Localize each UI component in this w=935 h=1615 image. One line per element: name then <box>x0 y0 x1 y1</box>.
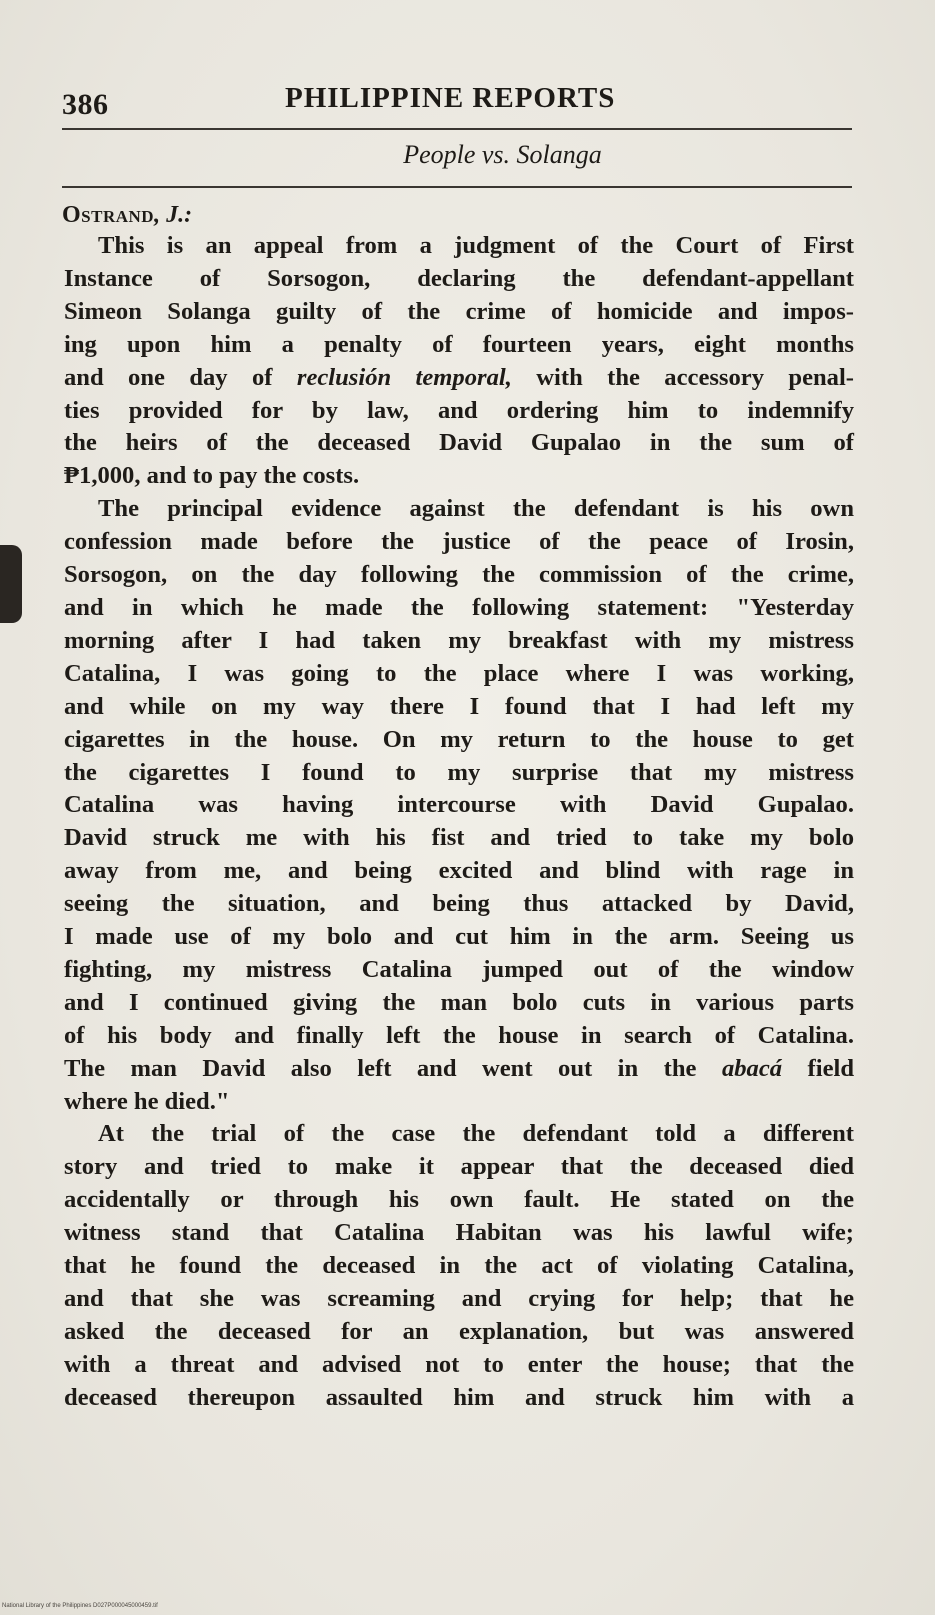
paragraph-1 <box>64 230 854 493</box>
text-line-mixed <box>64 362 854 395</box>
text-line: ₱1,000, and to pay the costs. <box>64 462 360 490</box>
scan-credit: National Library of the Philippines D027P000045000459.tif <box>2 1603 158 1609</box>
text-run: with the accessory penal- <box>511 363 854 391</box>
text-line: of his body and finally left the house in search of Catalina. <box>64 1021 854 1049</box>
text-line-mixed <box>64 1053 854 1086</box>
text-line: witness stand that Catalina Habitan was his lawful wife; <box>64 1219 854 1247</box>
text-run: The man David also left and went out in the <box>64 1054 722 1082</box>
text-line: deceased thereupon assaulted him and struck him with a <box>64 1383 854 1411</box>
text-line: The principal evidence against the defendant is his own <box>98 495 854 523</box>
text-line: fighting, my mistress Catalina jumped out of the window <box>64 955 854 983</box>
case-title: People vs. Solanga <box>403 140 602 169</box>
text-line: that he found the deceased in the act of violating Catalina, <box>64 1252 854 1280</box>
foreign-term: abacá <box>721 1054 783 1082</box>
text-line: This is an appeal from a judgment of the Court of First <box>98 232 854 259</box>
author-name: Ostrand <box>62 202 155 228</box>
text-line: ing upon him a penalty of fourteen years, eight months <box>64 330 854 358</box>
text-line: ties provided for by law, and ordering him to indemnify <box>64 396 854 424</box>
author-title: , J.: <box>154 202 193 228</box>
text-line: confession made before the justice of the peace of Irosin, <box>64 528 854 556</box>
text-line: away from me, and being excited and blind with rage in <box>64 857 854 885</box>
text-line: accidentally or through his own fault. He stated on the <box>64 1186 854 1214</box>
text-line: seeing the situation, and being thus attacked by David, <box>64 890 854 918</box>
text-run: field <box>782 1054 854 1082</box>
text-line: asked the deceased for an explanation, but was answered <box>64 1317 854 1345</box>
scan-thumb-shadow <box>0 545 22 623</box>
text-line: and I continued giving the man bolo cuts in various parts <box>64 988 854 1016</box>
text-line: and that she was screaming and crying for help; that he <box>64 1285 854 1312</box>
text-line: Sorsogon, on the day following the commission of the crime, <box>64 561 854 589</box>
text-line: At the trial of the case the defendant told a different <box>98 1120 854 1148</box>
text-line: I made use of my bolo and cut him in the arm. Seeing us <box>64 923 854 951</box>
text-line: morning after I had taken my breakfast with my mistress <box>64 626 854 654</box>
text-line: David struck me with his fist and tried to take my bolo <box>64 824 854 852</box>
text-line: and while on my way there I found that I had left my <box>64 692 854 720</box>
text-line: and in which he made the following statement: "Yesterday <box>64 593 854 621</box>
page-number: 386 <box>62 88 109 121</box>
text-line: Simeon Solanga guilty of the crime of homicide and impos- <box>64 297 854 325</box>
text-run: and one day of <box>64 363 297 391</box>
opinion-author <box>62 202 192 229</box>
header-rule-bottom <box>62 186 852 188</box>
opinion-body <box>64 230 854 1415</box>
text-line: where he died." <box>64 1087 230 1115</box>
text-line: with a threat and advised not to enter the house; that the <box>64 1350 854 1378</box>
paragraph-3 <box>64 1118 854 1414</box>
latin-term: reclusión temporal, <box>296 363 512 391</box>
text-line: Catalina, I was going to the place where I was working, <box>64 659 854 687</box>
text-line: the cigarettes I found to my surprise that my mistress <box>64 758 854 786</box>
running-head: PHILIPPINE REPORTS <box>285 82 616 114</box>
text-line: cigarettes in the house. On my return to the house to get <box>64 725 854 753</box>
text-line: Instance of Sorsogon, declaring the defendant-appellant <box>64 264 854 292</box>
text-line: story and tried to make it appear that the deceased died <box>64 1153 854 1181</box>
text-line: the heirs of the deceased David Gupalao in the sum of <box>64 429 854 457</box>
text-line: Catalina was having intercourse with David Gupalao. <box>64 791 854 819</box>
paragraph-2 <box>64 493 854 1118</box>
header-rule-top <box>62 128 852 130</box>
